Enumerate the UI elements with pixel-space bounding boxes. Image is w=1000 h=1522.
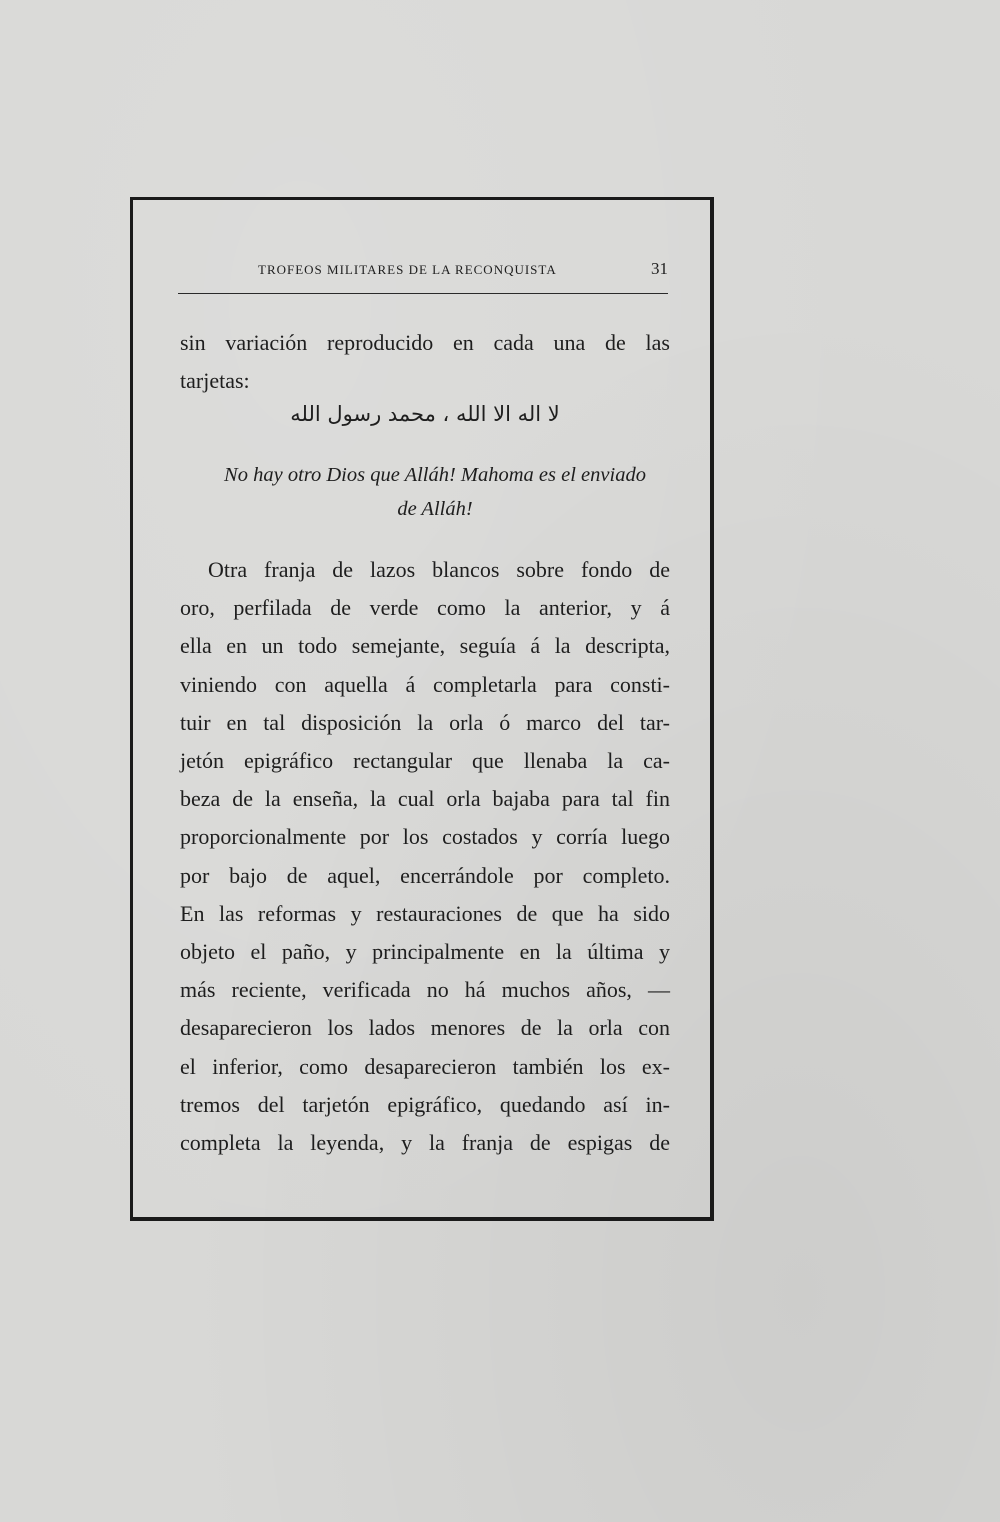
text-line: tarjetas: bbox=[180, 368, 250, 394]
text-line: oro, perfilada de verde como la anterior, y á bbox=[180, 595, 670, 621]
text-line: viniendo con aquella á completarla para consti- bbox=[180, 671, 670, 697]
text-line: más reciente, verificada no há muchos años, — bbox=[180, 977, 670, 1003]
text-line: tuir en tal disposición la orla ó marco del tar- bbox=[180, 709, 670, 735]
text-line: tremos del tarjetón epigráfico, quedando así in- bbox=[180, 1091, 670, 1117]
header-rule bbox=[178, 293, 668, 294]
intro-text bbox=[180, 324, 670, 400]
arabic-inscription: لا اله الا الله ، محمد رسول الله bbox=[290, 402, 560, 426]
text-line: el inferior, como desaparecieron también los ex- bbox=[180, 1053, 670, 1079]
translation-line: No hay otro Dios que Alláh! Mahoma es el enviado bbox=[224, 464, 646, 486]
text-line: proporcionalmente por los costados y corría luego bbox=[180, 824, 670, 850]
text-line: beza de la enseña, la cual orla bajaba para tal fin bbox=[180, 786, 670, 812]
text-line: desaparecieron los lados menores de la orla con bbox=[180, 1015, 670, 1041]
text-line: objeto el paño, y principalmente en la última y bbox=[180, 939, 670, 965]
text-line: Otra franja de lazos blancos sobre fondo de bbox=[208, 557, 670, 582]
running-title: TROFEOS MILITARES DE LA RECONQUISTA bbox=[258, 262, 557, 277]
page-number: 31 bbox=[651, 259, 668, 278]
text-line: sin variación reproducido en cada una de las bbox=[180, 330, 670, 355]
text-line: por bajo de aquel, encerrándole por completo. bbox=[180, 862, 670, 888]
translation-line: de Alláh! bbox=[397, 498, 473, 520]
text-line: jetón epigráfico rectangular que llenaba la ca- bbox=[180, 748, 670, 774]
body-paragraph bbox=[180, 551, 670, 1162]
text-line: completa la leyenda, y la franja de espigas de bbox=[180, 1130, 670, 1156]
running-head bbox=[178, 259, 668, 284]
text-line: En las reformas y restauraciones de que ha sido bbox=[180, 900, 670, 926]
translation bbox=[200, 458, 670, 526]
text-line: ella en un todo semejante, seguía á la descripta, bbox=[180, 633, 670, 659]
